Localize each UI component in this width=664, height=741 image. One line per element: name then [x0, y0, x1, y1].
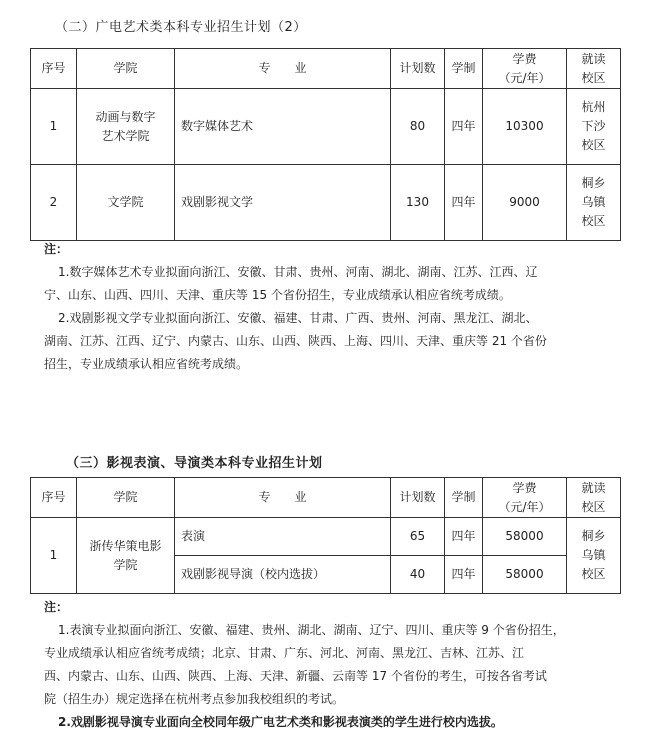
cell-college-line2: 学院 — [113, 557, 138, 572]
cell-campus-line2: 下沙 — [581, 119, 606, 133]
note-line: 院（招生办）规定选择在杭州考点参加我校组织的考试。 — [44, 692, 345, 706]
note-line: 1.表演专业拟面向浙江、安徽、福建、贵州、湖北、湖南、辽宁、四川、重庆等 9 个省份招生， — [58, 623, 565, 637]
header-fee — [483, 478, 567, 518]
cell-college: 文学院 — [77, 165, 175, 241]
header-duration: 学制 — [445, 49, 483, 89]
note-line: 2.戏剧影视导演专业面向全校同年级广电艺术类和影视表演类的学生进行校内选拔。 — [58, 715, 503, 729]
cell-duration: 四年 — [445, 518, 483, 556]
header-campus — [567, 478, 621, 518]
cell-fee: 9000 — [483, 165, 567, 241]
table-row — [31, 518, 621, 556]
cell-campus-line1: 桐乡 — [581, 176, 606, 190]
note-line: 招生，专业成绩承认相应省统考成绩。 — [44, 357, 249, 371]
header-fee-line2: （元/年） — [498, 70, 551, 85]
cell-campus-line3: 校区 — [581, 567, 606, 581]
header-seq: 序号 — [31, 49, 77, 89]
header-campus-line2: 校区 — [581, 70, 606, 85]
cell-college — [77, 89, 175, 165]
table-header-row — [31, 49, 621, 89]
header-major: 专 业 — [175, 49, 391, 89]
cell-duration: 四年 — [445, 89, 483, 165]
cell-seq: 1 — [31, 518, 77, 594]
cell-plan: 80 — [391, 89, 445, 165]
cell-duration: 四年 — [445, 165, 483, 241]
cell-fee: 58000 — [483, 518, 567, 556]
cell-college-line1: 浙传华策电影 — [89, 538, 162, 553]
cell-seq: 2 — [31, 165, 77, 241]
cell-campus-line3: 校区 — [581, 138, 606, 152]
header-plan: 计划数 — [391, 478, 445, 518]
table-row — [31, 165, 621, 241]
header-campus-line2: 校区 — [581, 499, 606, 514]
note-line: 2.戏剧影视文学专业拟面向浙江、安徽、福建、甘肃、广西、贵州、河南、黑龙江、湖北、 — [58, 311, 538, 325]
header-fee-line1: 学费 — [512, 51, 537, 66]
header-campus-line1: 就读 — [581, 51, 606, 66]
cell-plan: 130 — [391, 165, 445, 241]
cell-major: 戏剧影视文学 — [175, 165, 391, 241]
cell-campus-line2: 乌镇 — [581, 548, 606, 562]
cell-plan: 40 — [391, 556, 445, 594]
table-row — [31, 89, 621, 165]
section3-title: （三）影视表演、导演类本科专业招生计划 — [66, 456, 323, 471]
header-duration: 学制 — [445, 478, 483, 518]
notes-label: 注： — [44, 600, 69, 614]
cell-major: 数字媒体艺术 — [175, 89, 391, 165]
notes-label: 注： — [44, 242, 69, 256]
header-campus — [567, 49, 621, 89]
cell-college-line2: 艺术学院 — [101, 128, 150, 143]
cell-plan: 65 — [391, 518, 445, 556]
header-plan: 计划数 — [391, 49, 445, 89]
note-line: 宁、山东、山西、四川、天津、重庆等 15 个省份招生，专业成绩承认相应省统考成绩。 — [44, 288, 511, 302]
section2-table — [30, 48, 621, 241]
section3-notes — [44, 596, 644, 734]
section3-table — [30, 477, 621, 594]
cell-fee: 58000 — [483, 556, 567, 594]
section2-title: （二）广电艺术类本科专业招生计划（2） — [55, 20, 307, 35]
cell-seq: 1 — [31, 89, 77, 165]
header-campus-line1: 就读 — [581, 480, 606, 495]
note-line: 湖南、江苏、江西、辽宁、内蒙古、山东、山西、陕西、上海、四川、天津、重庆等 21 个省份 — [44, 334, 547, 348]
cell-campus-line2: 乌镇 — [581, 195, 606, 209]
cell-campus — [567, 165, 621, 241]
cell-fee: 10300 — [483, 89, 567, 165]
header-major: 专 业 — [175, 478, 391, 518]
cell-duration: 四年 — [445, 556, 483, 594]
cell-college-line1: 动画与数字 — [95, 109, 156, 124]
cell-campus-line1: 桐乡 — [581, 529, 606, 543]
header-college: 学院 — [77, 49, 175, 89]
cell-major: 表演 — [175, 518, 391, 556]
cell-campus-line3: 校区 — [581, 214, 606, 228]
note-line: 专业成绩承认相应省统考成绩；北京、甘肃、广东、河北、河南、黑龙江、吉林、江苏、江 — [44, 646, 525, 660]
section2-notes — [44, 238, 634, 376]
header-fee-line1: 学费 — [512, 480, 537, 495]
note-line: 1.数字媒体艺术专业拟面向浙江、安徽、甘肃、贵州、河南、湖北、湖南、江苏、江西、辽 — [58, 265, 538, 279]
cell-campus — [567, 518, 621, 594]
header-seq: 序号 — [31, 478, 77, 518]
table-header-row — [31, 478, 621, 518]
header-fee-line2: （元/年） — [498, 499, 551, 514]
cell-major: 戏剧影视导演（校内选拔） — [175, 556, 391, 594]
cell-college — [77, 518, 175, 594]
cell-campus-line1: 杭州 — [581, 100, 606, 114]
cell-campus — [567, 89, 621, 165]
header-fee — [483, 49, 567, 89]
note-line: 西、内蒙古、山东、山西、陕西、上海、天津、新疆、云南等 17 个省份的考生，可按各省考试 — [44, 669, 547, 683]
header-college: 学院 — [77, 478, 175, 518]
